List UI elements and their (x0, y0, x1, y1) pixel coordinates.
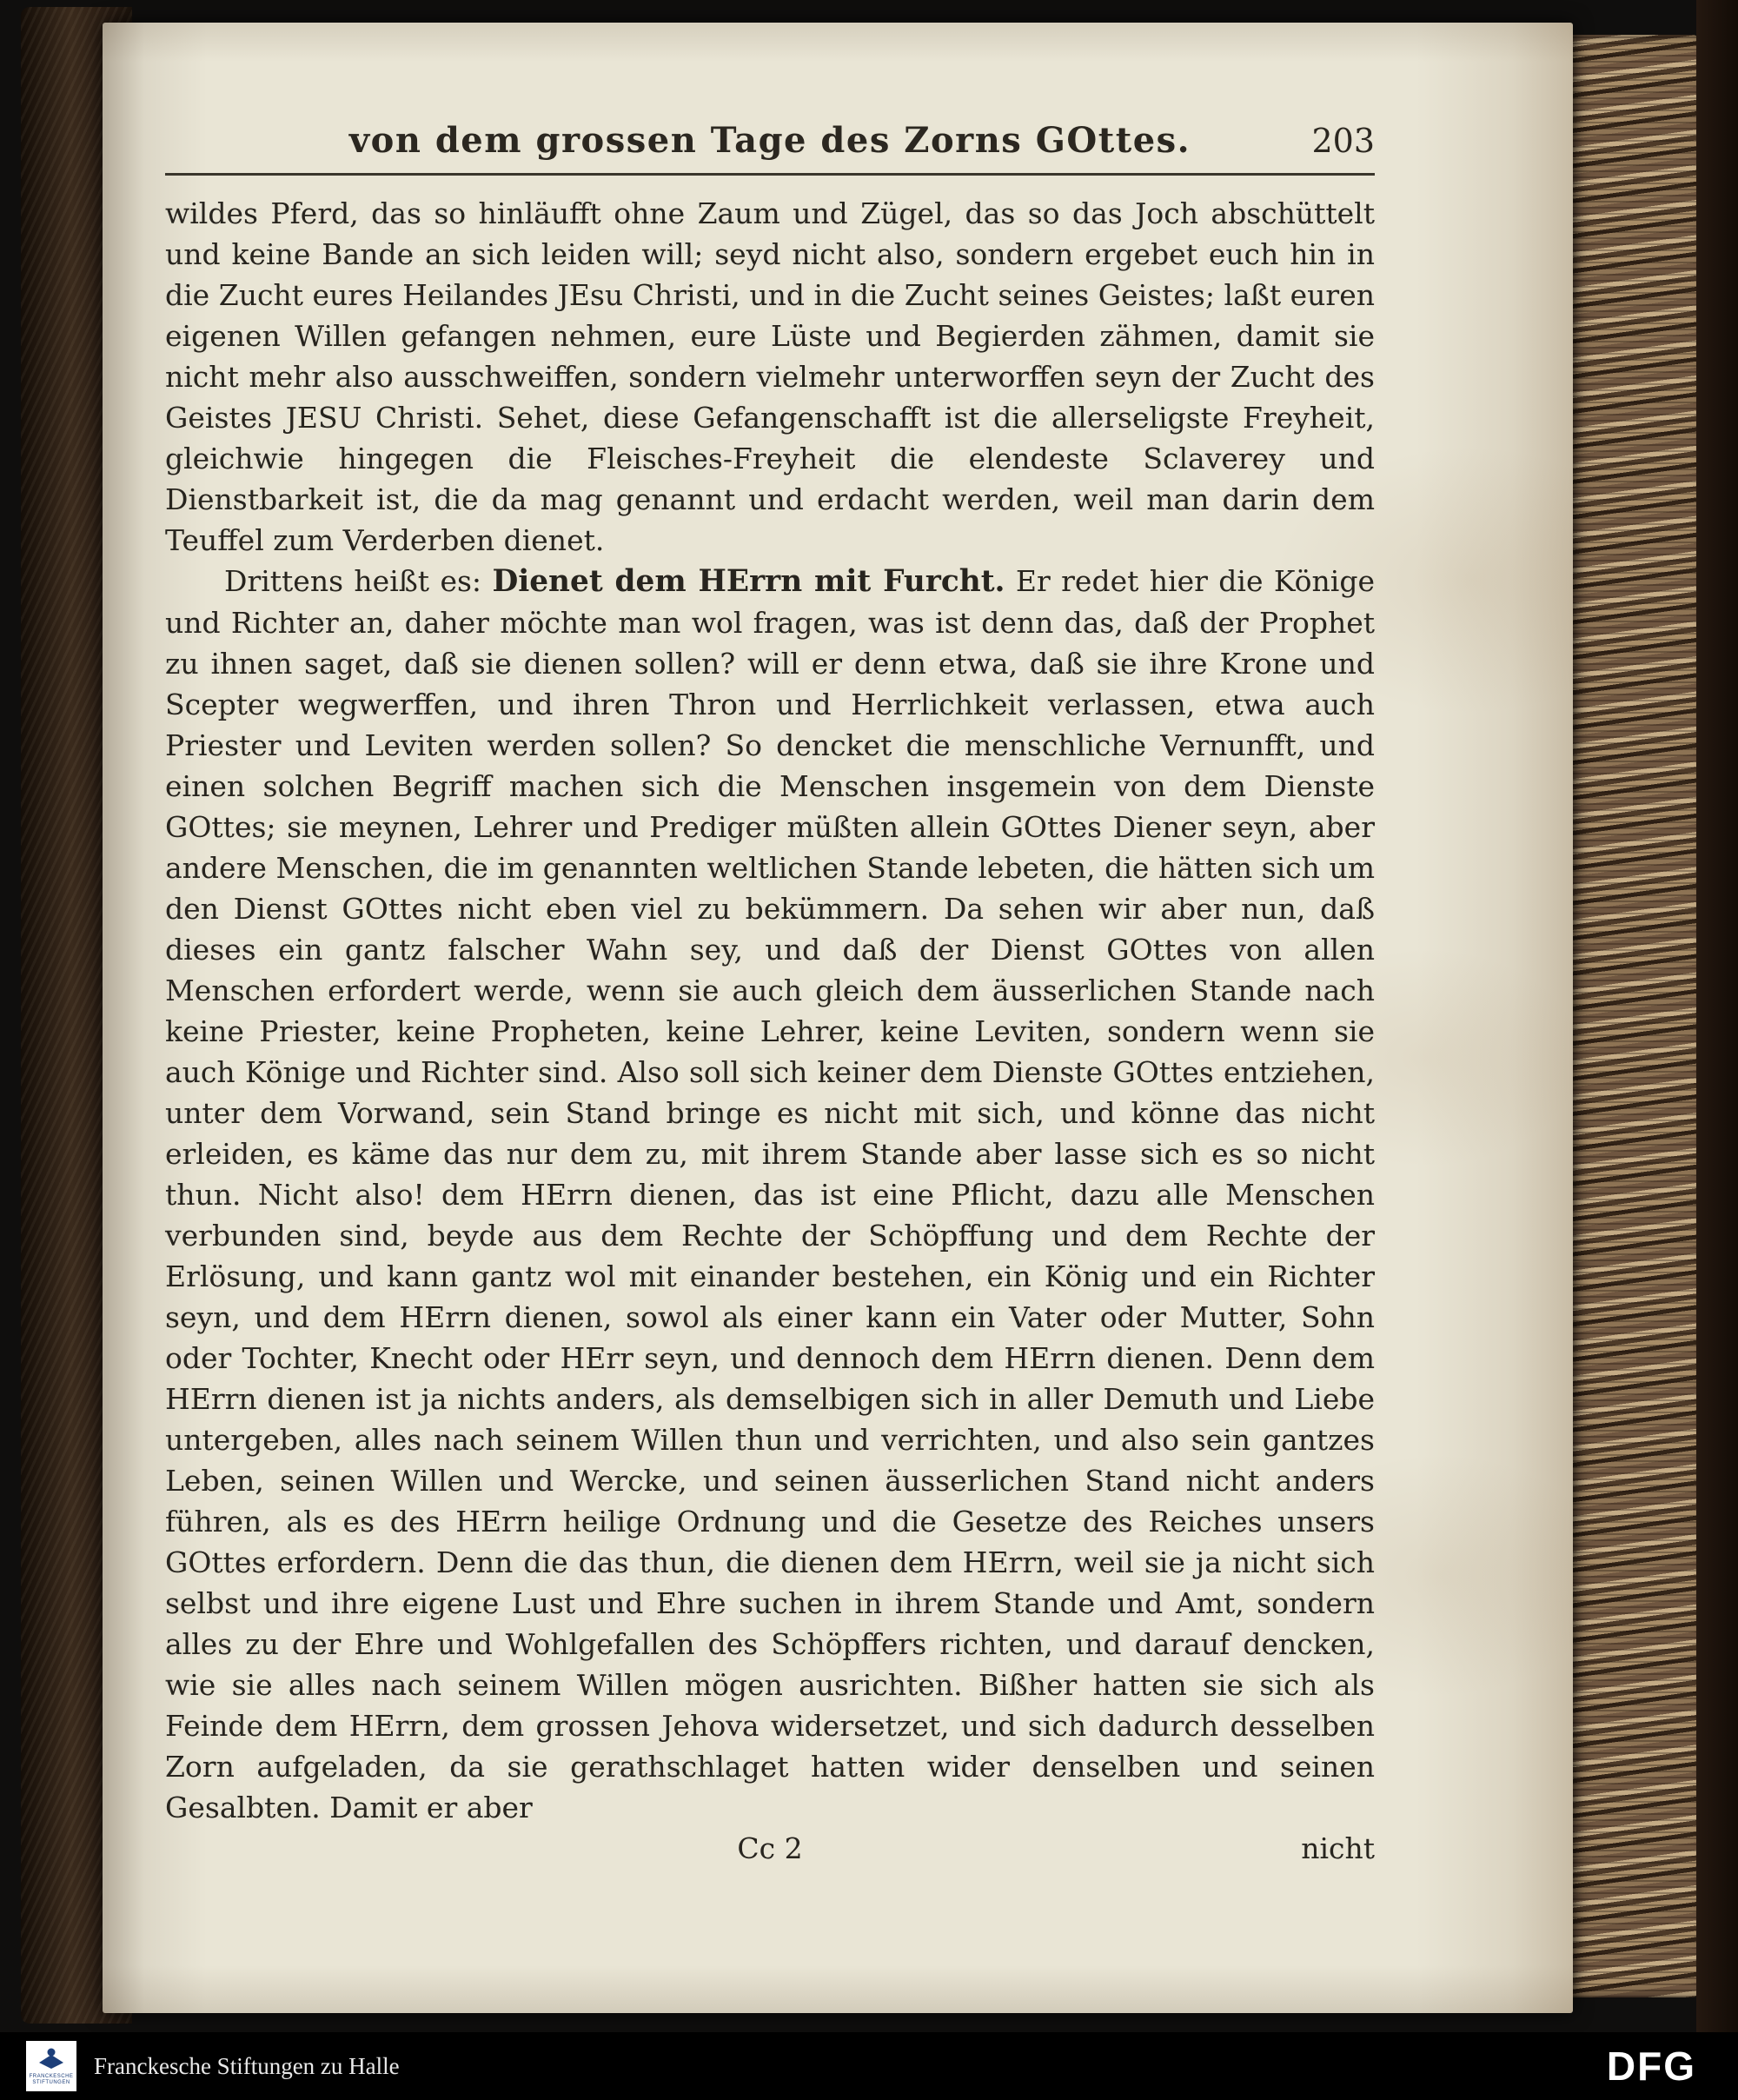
text-run: Er redet hier die Könige und Richter an, daher möchte man wol fragen, was ist denn das, daß der Prophet zu ihnen saget, daß sie dienen sollen? will er denn etwa, daß sie ihre Krone und Scepter wegwerffen, und ihren Thron und Herrlichkeit verlassen, etwa auch Priester und Leviten werden sollen? So dencket die menschliche Vernunfft, und einen solchen Begriff machen sich die Menschen insgemein von dem Dienste GOttes; sie meynen, Lehrer und Prediger müßten allein GOttes Diener seyn, aber andere Menschen, die im genannten weltlichen Stande lebeten, die hätten sich um den Dienst GOttes nicht eben viel zu bekümmern. Da sehen wir aber nun, daß dieses ein gantz falscher Wahn sey, und daß der Dienst GOttes von allen Menschen erfordert werde, wenn sie auch gleich dem äusserlichen Stande nach keine Priester, keine Propheten, keine Lehrer, keine Leviten, sondern wenn sie auch Könige und Richter sind. Also soll sich keiner dem Dienste GOttes entziehen, unter dem Vorwand, sein Stand bringe es nicht mit sich, und könne das nicht erleiden, es käme das nur dem zu, mit ihrem Stande aber lasse sich es so nicht thun. Nicht also! dem HErrn dienen, das ist eine Pflicht, dazu alle Menschen verbunden sind, beyde aus dem Rechte der Schöpffung und dem Rechte der Erlösung, und kann gantz wol mit einander bestehen, ein König und ein Richter seyn, und dem HErrn dienen, sowol als einer kann ein Vater oder Mutter, Sohn oder Tochter, Knecht oder HErr seyn, und dennoch dem HErrn dienen. Denn dem HErrn dienen ist ja nichts anders, als demselbigen sich in aller Demuth und Liebe untergeben, alles nach seinem Willen thun und verrichten, und also sein gantzes Leben, seinen Willen und Wercke, und seinen äusserlichen Stand nicht anders führen, als es des HErrn heilige Ordnung und die Gesetze des Reiches unsers GOttes erfordern. Denn die das thun, die dienen dem HErrn, weil sie ja nicht sich selbst und ihre eigene Lust und Ehre suchen in ihrem Stande und Amt, sondern alles zu der Ehre und Wohlgefallen des Schöpffers richten, und darauf dencken, wie sie alles nach seinem Willen mögen ausrichten. Bißher hatten sie sich als Feinde dem HErrn, dem grossen Jehova widersetzet, und sich dadurch desselben Zorn aufgeladen, da sie gerathschlaget hatten wider denselben und seinen Gesalbten. Damit er aber (165, 564, 1375, 1824)
footer-left (26, 2041, 400, 2091)
footer-bar (0, 2032, 1738, 2100)
paragraph (165, 193, 1375, 561)
text-run: wildes Pferd, das so hinläufft ohne Zaum und Zügel, das so das Joch abschüttelt und keine Bande an sich leiden will; seyd nicht also, sondern ergebet euch hin in die Zucht eures Heilandes JEsu Christi, und in die Zucht seines Geistes; laßt euren eigenen Willen gefangen nehmen, eure Lüste und Begierden zähmen, damit sie nicht mehr also ausschweiffen, sondern vielmehr unterworffen seyn der Zucht des Geistes JESU Christi. Sehet, diese Gefangenschafft ist die allerseligste Freyheit, gleichwie hingegen die Fleisches-Freyheit die elendeste Sclaverey und Dienstbarkeit ist, die da mag genannt und erdacht werden, weil man darin dem Teuffel zum Verderben dienet. (165, 196, 1375, 557)
page-number: 203 (1311, 122, 1375, 160)
dfg-logo: DFG (1606, 2044, 1696, 2089)
paragraph (165, 561, 1375, 1828)
catchword: nicht (1301, 1831, 1375, 1865)
book-page (103, 23, 1573, 2013)
page-title: von dem grossen Tage des Zorns GOttes. (348, 120, 1191, 161)
book-cover-right (1696, 0, 1738, 2100)
franckesche-stiftungen-logo (26, 2041, 76, 2091)
logo-caption: FRANCKESCHE STIFTUNGEN (29, 2074, 74, 2085)
signature-mark: Cc 2 (737, 1831, 803, 1865)
signature-row (165, 1831, 1375, 1865)
eagle-emblem-icon (36, 2046, 66, 2072)
emphasized-phrase: Dienet dem HErrn mit Furcht. (492, 564, 1005, 599)
institution-name: Franckesche Stiftungen zu Halle (94, 2052, 400, 2079)
text-block (165, 120, 1375, 1865)
text-run: Drittens heißt es: (224, 564, 493, 598)
page-fore-edge (1566, 35, 1698, 1997)
running-header (165, 120, 1375, 161)
body-text (165, 193, 1375, 1828)
header-rule (165, 173, 1375, 176)
